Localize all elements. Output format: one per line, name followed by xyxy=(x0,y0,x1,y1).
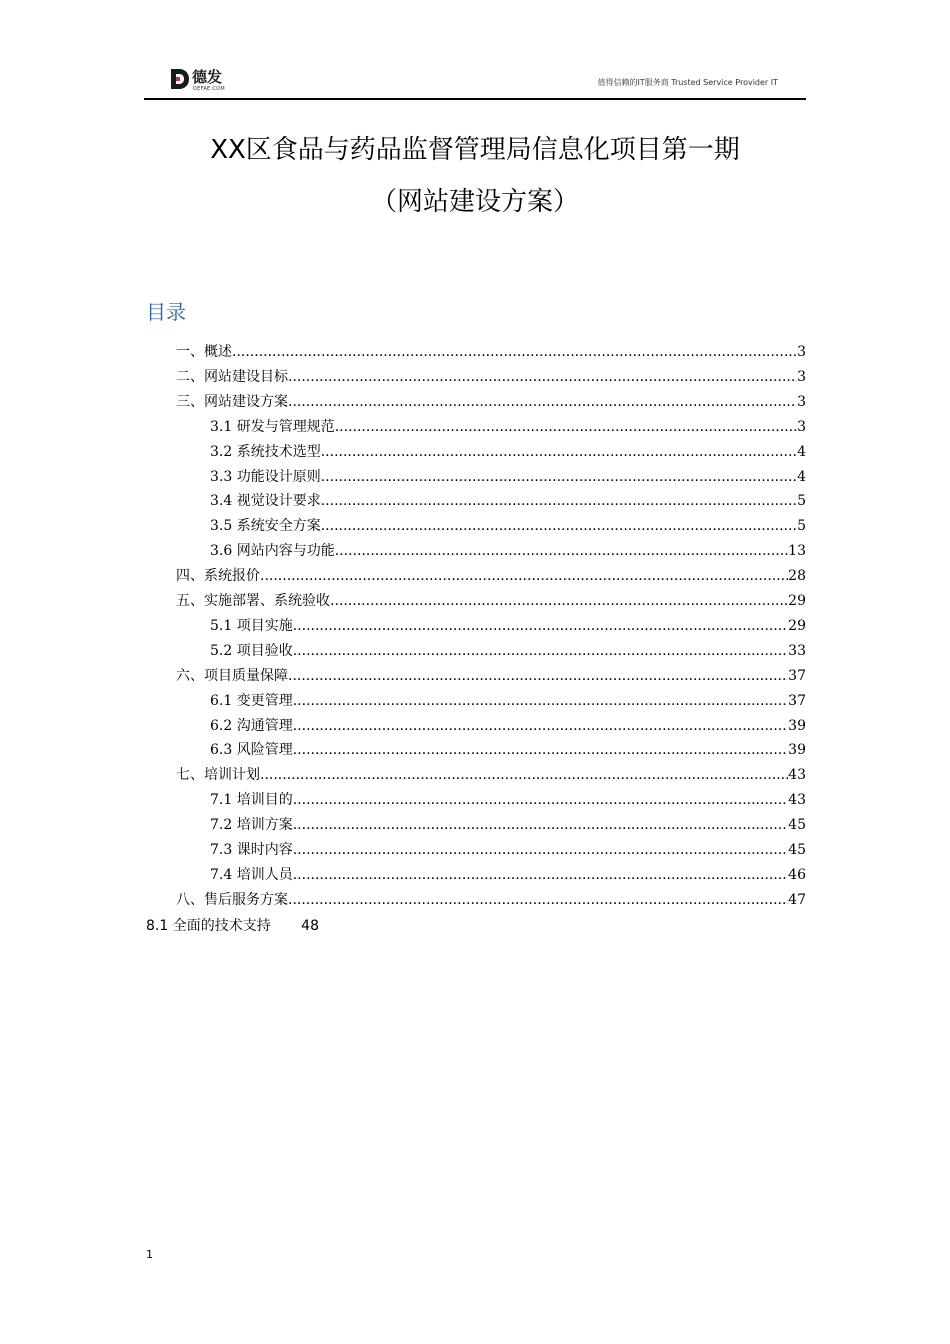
toc-entry-page: 39 xyxy=(788,717,806,734)
toc-entry-page: 4 xyxy=(797,443,806,460)
toc-leader-dots xyxy=(335,541,788,561)
toc-entry-page: 48 xyxy=(301,918,319,934)
toc-last-entry[interactable] xyxy=(146,916,319,936)
toc-entry-page: 39 xyxy=(788,742,806,759)
toc-entry[interactable] xyxy=(210,541,806,561)
toc-entry-label: 3.2 系统技术选型 xyxy=(210,443,321,460)
toc-entry-page: 5 xyxy=(797,518,806,535)
toc-entry-page: 33 xyxy=(788,642,806,659)
toc-entry-page: 28 xyxy=(788,568,806,585)
toc-leader-dots xyxy=(321,491,797,511)
toc-entry-label: 四、系统报价 xyxy=(176,568,260,585)
toc-entry-label: 五、实施部署、系统验收 xyxy=(176,593,330,609)
toc-entry[interactable] xyxy=(176,765,806,785)
toc-entry[interactable] xyxy=(176,890,806,910)
logo-d-icon xyxy=(170,68,190,90)
toc-entry-page: 46 xyxy=(788,866,806,883)
toc-leader-dots xyxy=(293,641,788,661)
toc-leader-dots xyxy=(293,865,788,885)
toc-entry[interactable] xyxy=(210,815,806,835)
toc-entry-label: 7.4 培训人员 xyxy=(210,866,293,883)
toc-entry-label: 3.6 网站内容与功能 xyxy=(210,543,335,560)
toc-entry-page: 5 xyxy=(797,493,806,510)
toc-entry-label: 6.2 沟通管理 xyxy=(210,717,293,734)
toc-leader-dots xyxy=(293,840,788,860)
toc-leader-dots xyxy=(293,616,788,636)
toc-leader-dots xyxy=(321,442,797,462)
toc-entry-label: 七、培训计划 xyxy=(176,767,260,784)
toc-leader-dots xyxy=(293,691,788,711)
toc-leader-dots xyxy=(260,566,788,586)
page-number: 1 xyxy=(146,1248,153,1261)
toc-leader-dots xyxy=(288,890,788,910)
toc-heading: 目录 xyxy=(146,300,186,324)
toc-entry-page: 4 xyxy=(797,468,806,485)
toc-leader-dots xyxy=(330,591,788,611)
toc-entry-label: 3.1 研发与管理规范 xyxy=(210,418,335,435)
toc-entry-label: 3.4 视觉设计要求 xyxy=(210,493,321,510)
toc-entry[interactable] xyxy=(210,641,806,661)
toc-entry-label: 7.1 培训目的 xyxy=(210,792,293,809)
toc-leader-dots xyxy=(321,467,797,487)
toc-entry-page: 29 xyxy=(788,617,806,634)
toc-entry-label: 六、项目质量保障 xyxy=(176,667,288,684)
toc-entry-page: 3 xyxy=(797,368,806,385)
toc-entry[interactable] xyxy=(210,716,806,736)
toc-entry-label: 二、网站建设目标 xyxy=(176,368,288,385)
toc-entry-label: 8.1 全面的技术支持 xyxy=(146,918,271,934)
toc-entry-label: 八、售后服务方案 xyxy=(176,891,288,908)
toc-entry[interactable] xyxy=(210,417,806,437)
toc-leader-dots xyxy=(232,342,797,362)
toc-entry[interactable] xyxy=(210,516,806,536)
toc-leader-dots xyxy=(321,516,797,536)
document-title: XX区食品与药品监督管理局信息化项目第一期 xyxy=(210,135,740,165)
toc-leader-dots xyxy=(293,815,788,835)
toc-entry[interactable] xyxy=(210,865,806,885)
toc-entry[interactable] xyxy=(176,392,806,412)
toc-entry[interactable] xyxy=(176,342,806,362)
toc-entry-page: 13 xyxy=(788,543,806,560)
logo-domain: DEFAE.COM xyxy=(193,86,226,92)
toc-entry-page: 3 xyxy=(797,393,806,410)
page-header xyxy=(144,62,806,100)
toc-entry-label: 3.3 功能设计原则 xyxy=(210,468,321,485)
logo-name: 德发 xyxy=(192,68,223,86)
toc-entry-page: 47 xyxy=(788,891,806,908)
toc-leader-dots xyxy=(288,367,797,387)
toc-entry-label: 6.3 风险管理 xyxy=(210,742,293,759)
toc-entry-label: 7.3 课时内容 xyxy=(210,842,293,858)
toc-leader-dots xyxy=(288,392,797,412)
toc-leader-dots xyxy=(293,740,788,760)
toc-entry-label: 三、网站建设方案 xyxy=(176,393,288,410)
company-logo xyxy=(170,68,260,96)
toc-entry-page: 43 xyxy=(788,792,806,809)
toc-entry-label: 3.5 系统安全方案 xyxy=(210,518,321,535)
toc-leader-dots xyxy=(288,666,788,686)
toc-entry[interactable] xyxy=(176,367,806,387)
toc-entry-page: 37 xyxy=(788,692,806,709)
toc-entry-page: 3 xyxy=(797,344,806,360)
toc-entry-page: 29 xyxy=(788,593,806,609)
toc-entry-page: 37 xyxy=(788,667,806,684)
toc-entry-page: 43 xyxy=(788,767,806,784)
toc-entry-page: 3 xyxy=(797,418,806,435)
toc-leader-dots xyxy=(260,765,788,785)
header-divider xyxy=(144,98,806,100)
toc-entry[interactable] xyxy=(176,591,806,611)
toc-entry-page: 45 xyxy=(788,817,806,834)
toc-entry-page: 45 xyxy=(788,842,806,858)
toc-leader-dots xyxy=(335,417,797,437)
toc-entry[interactable] xyxy=(210,790,806,810)
toc-entry[interactable] xyxy=(210,616,806,636)
toc-entry[interactable] xyxy=(210,467,806,487)
toc-entry-label: 一、概述 xyxy=(176,344,232,360)
toc-entry-label: 5.1 项目实施 xyxy=(210,617,293,634)
toc-entry[interactable] xyxy=(176,666,806,686)
toc-entry-label: 7.2 培训方案 xyxy=(210,817,293,834)
toc-entry[interactable] xyxy=(210,840,806,860)
toc-entry[interactable] xyxy=(210,691,806,711)
toc-leader-dots xyxy=(293,716,788,736)
toc-leader-dots xyxy=(293,790,788,810)
toc-entry[interactable] xyxy=(210,491,806,511)
toc-entry[interactable] xyxy=(210,740,806,760)
toc-entry[interactable] xyxy=(210,442,806,462)
toc-entry-label: 6.1 变更管理 xyxy=(210,692,293,709)
header-tagline: 值得信赖的IT服务商 Trusted Service Provider IT xyxy=(597,78,778,87)
toc-entry-label: 5.2 项目验收 xyxy=(210,642,293,659)
toc-entry[interactable] xyxy=(176,566,806,586)
document-subtitle: （网站建设方案） xyxy=(370,187,579,217)
